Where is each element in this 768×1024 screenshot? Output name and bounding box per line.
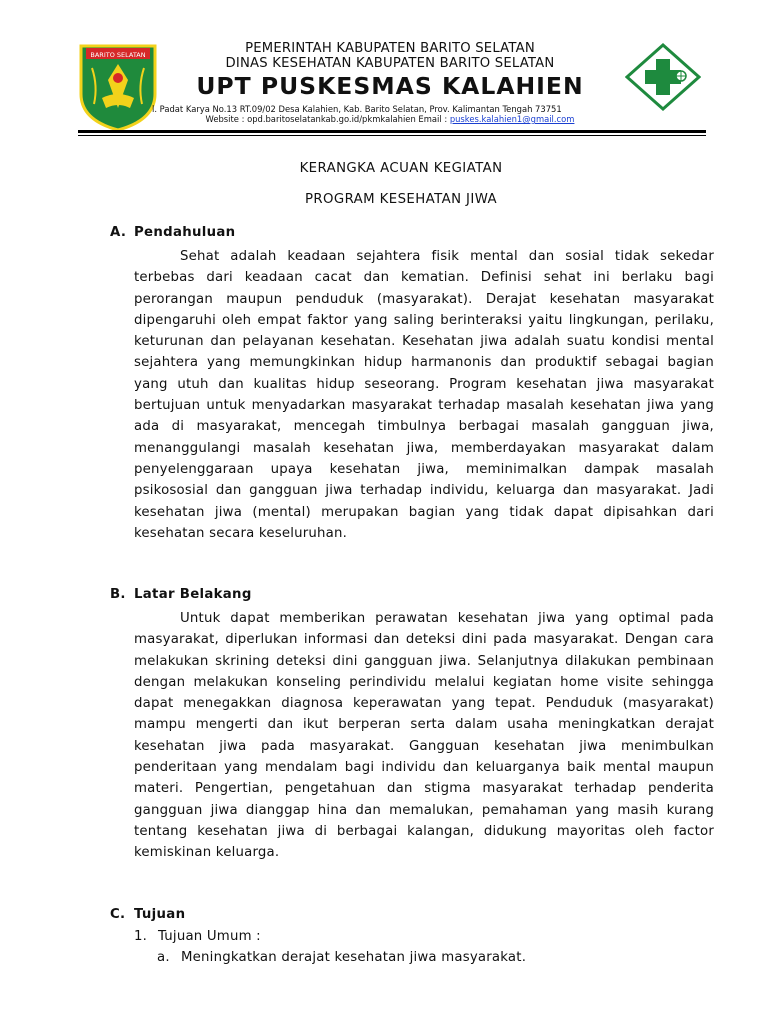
email-link[interactable]: puskes.kalahien1@gmail.com [449, 114, 575, 124]
section-title: Tujuan [134, 907, 186, 922]
puskesmas-logo-icon [625, 43, 701, 111]
section-title: Latar Belakang [134, 587, 252, 602]
letterhead [0, 0, 768, 135]
section-a-paragraph: Sehat adalah keadaan sejahtera fisik mental dan sosial tidak sekedar terbebas dari keadaan cacat dan kematian. Definisi sehat ini berlaku bagi perorangan maupun penduduk (masyarakat). Derajat kesehatan masyarakat dipengaruhi oleh empat faktor yang saling berinteraksi yaitu lingkungan, perilaku, keturunan dan pelayanan kesehatan. Kesehatan jiwa adalah suatu kondisi mental sejahtera yang memungkinkan hidup harmanonis dan produktif sebagai bagian yang utuh dan kualitas hidup seseorang. Program kesehatan jiwa masyarakat bertujuan untuk menyadarkan masyarakat terhadap masalah kesehatan jiwa yang ada di masyarakat, mencegah timbulnya berbagai masalah gangguan jiwa, menanggulangi masalah kesehatan jiwa, memberdayakan masyarakat dalam penyelenggaraan upaya kesehatan jiwa, meminimalkan dampak masalah psikososial dan gangguan jiwa terhadap individu, keluarga dan masyarakat. Jadi kesehatan jiwa (mental) merupakan bagian yang tidak dapat dipisahkan dari kesehatan secara keseluruhan. [134, 249, 714, 541]
section-label: A. [110, 225, 127, 240]
section-b-paragraph: Untuk dapat memberikan perawatan kesehatan jiwa yang optimal pada masyarakat, diperlukan informasi dan deteksi dini pada masyarakat. Dengan cara melakukan skrining deteksi dini gangguan jiwa. Selanjutnya dilakukan pembinaan dengan melakukan konseling perindividu melalui kegiatan home visite sehingga dapat menegakkan diagnosa keperawatan yang tepat. Penduduk (masyarakat) mampu mengerti dan ikut berperan serta dalam usaha meningkatkan derajat kesehatan jiwa pada masyarakat. Gangguan kesehatan jiwa menimbulkan penderitaan yang mendalam bagi individu dan keluarganya baik mental maupun materi. Pengertian, pengetahuan dan stigma masyarakat terhadap penderita gangguan jiwa dianggap hina dan memalukan, pemahaman yang masih kurang tentang kesehatan jiwa di berbagai kalangan, didukung mayoritas oleh factor kemiskinan keluarga. [134, 611, 714, 861]
list-item-text: Tujuan Umum : [158, 929, 261, 944]
letterhead-rule-thick [78, 130, 706, 133]
section-title: Pendahuluan [134, 225, 236, 240]
letterhead-rule-thin [78, 135, 706, 136]
section-label: C. [110, 907, 126, 922]
document-subtitle: PROGRAM KESEHATAN JIWA [304, 192, 498, 207]
sub-list-item [157, 950, 526, 965]
website-text: Website : opd.baritoselatankab.go.id/pkmkalahien Email : [205, 114, 450, 124]
emblem-label: BARITO SELATAN [90, 51, 146, 59]
letterhead-line-1: PEMERINTAH KABUPATEN BARITO SELATAN [245, 41, 535, 56]
sub-list-item-letter: a. [157, 950, 170, 965]
sub-list-item-text: Meningkatkan derajat kesehatan jiwa masyarakat. [181, 950, 527, 965]
section-label: B. [110, 587, 126, 602]
section-b-heading [110, 587, 252, 602]
letterhead-institution: UPT PUSKESMAS KALAHIEN [196, 72, 584, 100]
letterhead-contact [150, 114, 630, 124]
section-c-heading [110, 907, 185, 922]
list-item [134, 929, 261, 944]
document-title: KERANGKA ACUAN KEGIATAN [299, 161, 503, 176]
list-item-number: 1. [134, 929, 148, 944]
letterhead-address: l. Padat Karya No.13 RT.09/02 Desa Kalahien, Kab. Barito Selatan, Prov. Kalimantan Tengah 73751 [152, 104, 562, 114]
letterhead-line-2: DINAS KESEHATAN KABUPATEN BARITO SELATAN [225, 56, 555, 71]
barito-selatan-emblem [78, 42, 158, 132]
section-a-heading [110, 225, 235, 240]
